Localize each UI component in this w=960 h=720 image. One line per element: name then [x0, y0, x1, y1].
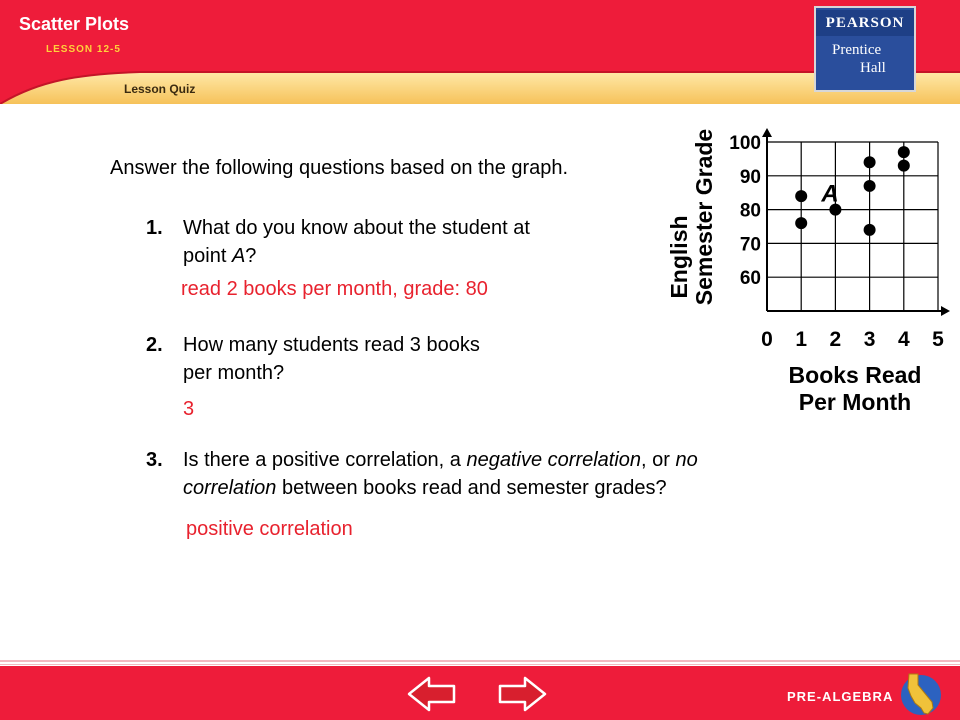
question-text-line1: How many students read 3 books: [183, 334, 480, 356]
data-points: [795, 146, 910, 236]
pearson-logo: [814, 6, 916, 92]
question-number: 3.: [146, 449, 163, 471]
x-axis-label-line1: Books Read: [788, 362, 922, 388]
y-tick-label: 60: [739, 268, 761, 290]
header-banner: [0, 0, 960, 104]
question-number: 1.: [146, 217, 163, 239]
answer-2: 3: [183, 398, 195, 420]
scatter-plot: [660, 115, 950, 420]
answer-1: read 2 books per month, grade: 80: [181, 278, 488, 300]
next-arrow-icon[interactable]: [497, 676, 547, 712]
x-tick-label: 4: [897, 328, 910, 351]
logo-hall-text: Hall: [860, 60, 886, 76]
tick-labels: [729, 133, 944, 351]
x-axis-label-line2: Per Month: [798, 389, 912, 415]
footer-divider: [0, 660, 960, 662]
data-point: [864, 156, 876, 168]
lesson-number: LESSON 12-5: [46, 44, 121, 55]
y-tick-label: 80: [739, 200, 761, 222]
data-point: [864, 180, 876, 192]
x-axis-arrow: [941, 306, 950, 316]
question-text-line2: point A?: [183, 245, 257, 267]
lesson-quiz-label: Lesson Quiz: [124, 82, 196, 96]
point-label: A: [821, 180, 839, 208]
plot-axes: [762, 128, 950, 316]
y-axis-label-line1: English: [666, 215, 692, 299]
plot-grid: [767, 142, 938, 311]
question-text-line2: correlation between books read and semester grades?: [183, 477, 667, 499]
data-point: [898, 146, 910, 158]
quiz-instructions: Answer the following questions based on the graph.: [110, 157, 569, 179]
x-tick-label: 3: [863, 328, 876, 351]
logo-prentice-text: Prentice: [832, 42, 882, 58]
data-point: [795, 190, 807, 202]
x-tick-label: 2: [829, 328, 842, 351]
logo-pearson-text: PEARSON: [816, 10, 914, 36]
x-tick-label: 5: [932, 328, 944, 351]
y-axis-arrow: [762, 128, 772, 137]
point-label: A: [231, 245, 246, 267]
question-text-line1: Is there a positive correlation, a negative correlation, or no: [183, 449, 698, 471]
data-point: [864, 224, 876, 236]
x-tick-label: 0: [761, 328, 773, 351]
data-point: [898, 160, 910, 172]
data-point: [795, 217, 807, 229]
y-tick-label: 100: [729, 133, 761, 154]
question-number: 2.: [146, 334, 163, 356]
footer-divider: [0, 664, 960, 665]
y-tick-label: 70: [739, 234, 761, 256]
question-text-line1: What do you know about the student at: [183, 217, 530, 239]
answer-3: positive correlation: [186, 518, 353, 540]
y-tick-label: 90: [739, 166, 761, 188]
y-axis-label-line2: Semester Grade: [691, 128, 717, 306]
question-text-line2: per month?: [183, 362, 285, 384]
previous-arrow-icon[interactable]: [407, 676, 457, 712]
california-icon: [895, 668, 943, 718]
course-name: PRE-ALGEBRA: [787, 689, 894, 704]
x-tick-label: 1: [795, 328, 808, 351]
page-title: Scatter Plots: [19, 14, 130, 34]
